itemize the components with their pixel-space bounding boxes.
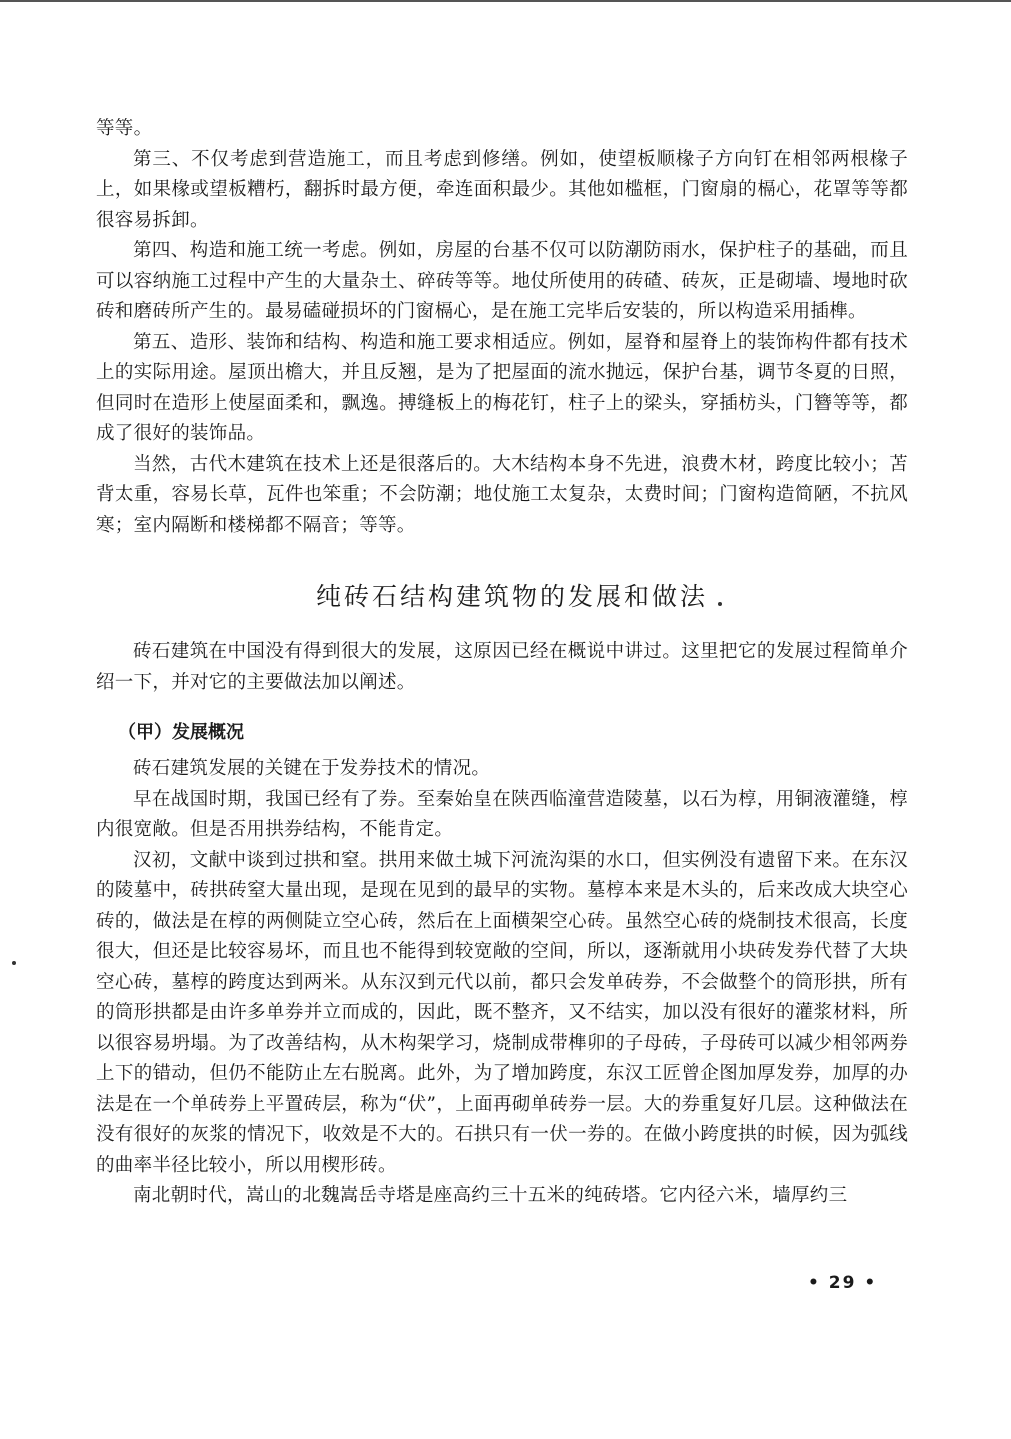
page-body (96, 114, 908, 1212)
paragraph-continuation: 等等。 (96, 118, 153, 139)
section-intro-paragraph: 砖石建筑在中国没有得到很大的发展，这原因已经在概说中讲过。这里把它的发展过程简单介绍一下，并对它的主要做法加以阐述。 (96, 641, 908, 693)
paragraph-warring-states: 早在战国时期，我国已经有了券。至秦始皇在陕西临潼营造陵墓，以石为椁，用铜液灌缝，椁内很宽敞。但是否用拱券结构，不能肯定。 (96, 788, 908, 840)
top-border-rule (0, 0, 1011, 2)
bottom-paragraphs (96, 754, 908, 1212)
paragraph-point-five: 第五、造形、装饰和结构、构造和施工要求相适应。例如，屋脊和屋脊上的装饰构件都有技术上的实际用途。屋顶出檐大，并且反翘，是为了把屋面的流水抛远，保护台基，调节冬夏的日照，但同时在造形上使屋面柔和，飘逸。搏缝板上的梅花钉，柱子上的梁头，穿插枋头，门簪等等，都成了很好的装饰品。 (96, 331, 908, 444)
paragraph-key-point: 砖石建筑发展的关键在于发券技术的情况。 (133, 758, 491, 779)
paragraph-northern-southern: 南北朝时代，嵩山的北魏嵩岳寺塔是座高约三十五米的纯砖塔。它内径六米，墙厚约三 (133, 1185, 848, 1206)
top-paragraphs (96, 114, 908, 541)
section-title: 纯砖石结构建筑物的发展和做法 (315, 582, 708, 611)
scan-speck (718, 602, 722, 606)
subheading: （甲）发展概况 (118, 722, 244, 743)
paragraph-han-dynasty: 汉初，文献中谈到过拱和窒。拱用来做土城下河流沟渠的水口，但实例没有遗留下来。在东汉的陵墓中，砖拱砖窒大量出现，是现在见到的最早的实物。墓椁本来是木头的，后来改成大块空心砖的，做法是在椁的两侧陡立空心砖，然后在上面横架空心砖。虽然空心砖的烧制技术很高，长度很大，但还是比较容易坏，而且也不能得到较宽敞的空间，所以，逐渐就用小块砖发券代替了大块空心砖，墓椁的跨度达到两米。从东汉到元代以前，都只会发单砖券，不会做整个的筒形拱，所有的筒形拱都是由许多单券并立而成的，因此，既不整齐，又不结实，加以没有很好的灌浆材料，所以很容易坍塌。为了改善结构，从木构架学习，烧制成带榫卯的子母砖，子母砖可以减少相邻两券上下的错动，但仍不能防止左右脱离。此外，为了增加跨度，东汉工匠曾企图加厚发券，加厚的办法是在一个单砖券上平置砖层，称为“伏”，上面再砌单砖券一层。大的券重复好几层。这种做法在没有很好的灰浆的情况下，收效是不大的。石拱只有一伏一券的。在做小跨度拱的时候，因为弧线的曲率半径比较小，所以用楔形砖。 (96, 849, 908, 1176)
paragraph-point-four: 第四、构造和施工统一考虑。例如，房屋的台基不仅可以防潮防雨水，保护柱子的基础，而且可以容纳施工过程中产生的大量杂土、碎砖等等。地仗所使用的砖碴、砖灰，正是砌墙、墁地时砍砖和磨砖所产生的。最易磕碰损坏的门窗槅心，是在施工完毕后安装的，所以构造采用插榫。 (96, 240, 908, 322)
page-number: • 29 • (808, 1273, 878, 1293)
paragraph-shortcomings: 当然，古代木建筑在技术上还是很落后的。大木结构本身不先进，浪费木材，跨度比较小；苫背太重，容易长草，瓦件也笨重；不会防潮；地仗施工太复杂，太费时间；门窗构造简陋，不抗风寒；室内隔断和楼梯都不隔音；等等。 (96, 453, 908, 536)
paragraph-point-three: 第三、不仅考虑到营造施工，而且考虑到修缮。例如，使望板顺椽子方向钉在相邻两根椽子上，如果椽或望板糟朽，翻拆时最方便，牵连面积最少。其他如槛框，门窗扇的槅心，花罩等等都很容易拆卸。 (96, 148, 908, 231)
scan-speck (12, 961, 16, 965)
